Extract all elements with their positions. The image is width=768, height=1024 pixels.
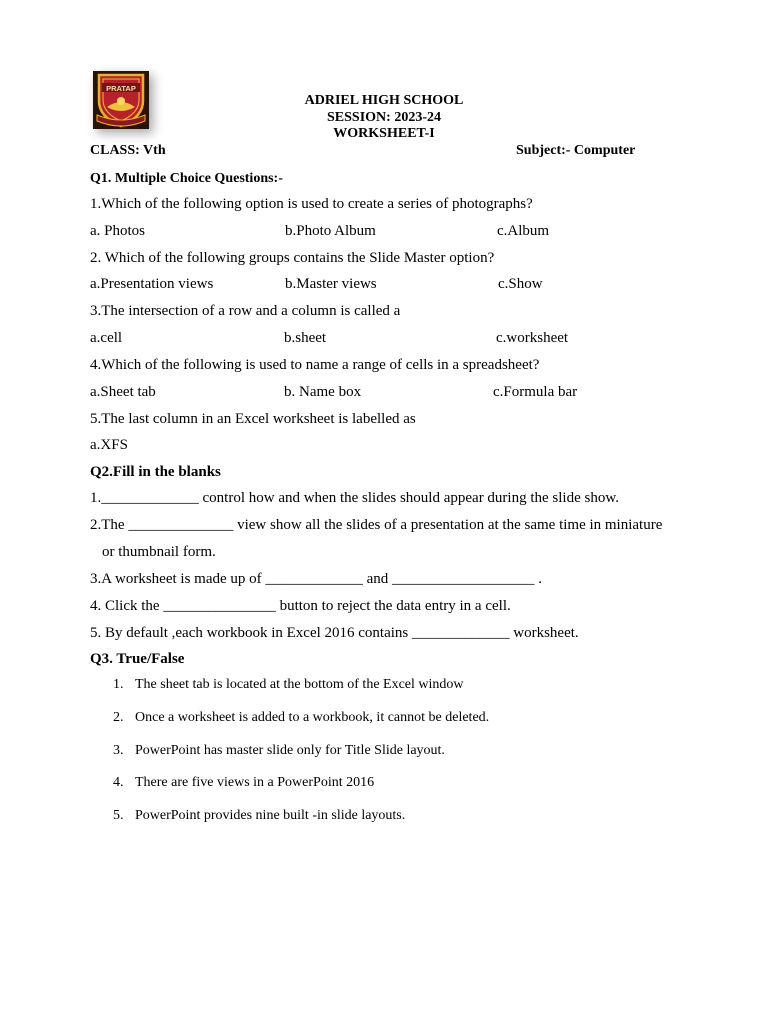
q3-number: 4. bbox=[113, 775, 124, 790]
q1-option: c.Formula bar bbox=[493, 384, 578, 400]
q3-statement: There are five views in a PowerPoint 2016 bbox=[135, 775, 375, 790]
q3-number: 1. bbox=[113, 677, 124, 692]
q1-question-4: 4.Which of the following is used to name a range of cells in a spreadsheet? bbox=[90, 357, 540, 373]
class-label: CLASS: Vth bbox=[90, 143, 166, 158]
q1-option: a.Presentation views bbox=[90, 276, 214, 292]
q1-option: b.Photo Album bbox=[285, 223, 376, 239]
q2-title: Q2.Fill in the blanks bbox=[90, 464, 221, 480]
q3-number: 3. bbox=[113, 743, 124, 758]
q1-option: a.XFS bbox=[90, 437, 128, 453]
subject-label: Subject:- Computer bbox=[516, 143, 636, 158]
q1-question-3: 3.The intersection of a row and a column is called a bbox=[90, 303, 401, 319]
q1-option: a.Sheet tab bbox=[90, 384, 156, 400]
q1-question-2: 2. Which of the following groups contains the Slide Master option? bbox=[90, 250, 495, 266]
q1-option: c.worksheet bbox=[496, 330, 569, 346]
q3-number: 5. bbox=[113, 808, 124, 823]
q3-number: 2. bbox=[113, 710, 124, 725]
q3-statement: PowerPoint provides nine built -in slide layouts. bbox=[135, 808, 406, 823]
school-name: ADRIEL HIGH SCHOOL bbox=[304, 93, 464, 108]
q1-option: a.cell bbox=[90, 330, 123, 346]
q1-title: Q1. Multiple Choice Questions:- bbox=[90, 171, 283, 186]
svg-text:PRATAP: PRATAP bbox=[106, 84, 136, 93]
q3-statement: PowerPoint has master slide only for Title Slide layout. bbox=[135, 743, 445, 758]
session: SESSION: 2023-24 bbox=[327, 110, 441, 125]
q1-option: b.sheet bbox=[284, 330, 327, 346]
q2-item-5: 5. By default ,each workbook in Excel 2016 contains _____________ worksheet. bbox=[90, 625, 579, 641]
q1-option: b. Name box bbox=[284, 384, 362, 400]
q1-question-1: 1.Which of the following option is used to create a series of photographs? bbox=[90, 196, 533, 212]
q1-question-5: 5.The last column in an Excel worksheet is labelled as bbox=[90, 411, 416, 427]
q3-statement: The sheet tab is located at the bottom of the Excel window bbox=[135, 677, 464, 692]
q1-option: a. Photos bbox=[90, 223, 146, 239]
q2-item-1: 1._____________ control how and when the slides should appear during the slide show. bbox=[90, 490, 619, 506]
q2-item-3: 3.A worksheet is made up of _____________ and ___________________ . bbox=[90, 571, 543, 587]
q2-item-4: 4. Click the _______________ button to reject the data entry in a cell. bbox=[90, 598, 511, 614]
q2-item-2: 2.The ______________ view show all the slides of a presentation at the same time in miniature bbox=[90, 517, 663, 533]
q1-option: b.Master views bbox=[285, 276, 377, 292]
worksheet-title: WORKSHEET-I bbox=[333, 126, 435, 141]
q2-item-2-continued: or thumbnail form. bbox=[102, 544, 216, 560]
q3-statement: Once a worksheet is added to a workbook, it cannot be deleted. bbox=[135, 710, 490, 725]
q3-title: Q3. True/False bbox=[90, 651, 185, 667]
q1-option: c.Show bbox=[498, 276, 543, 292]
q1-option: c.Album bbox=[497, 223, 550, 239]
